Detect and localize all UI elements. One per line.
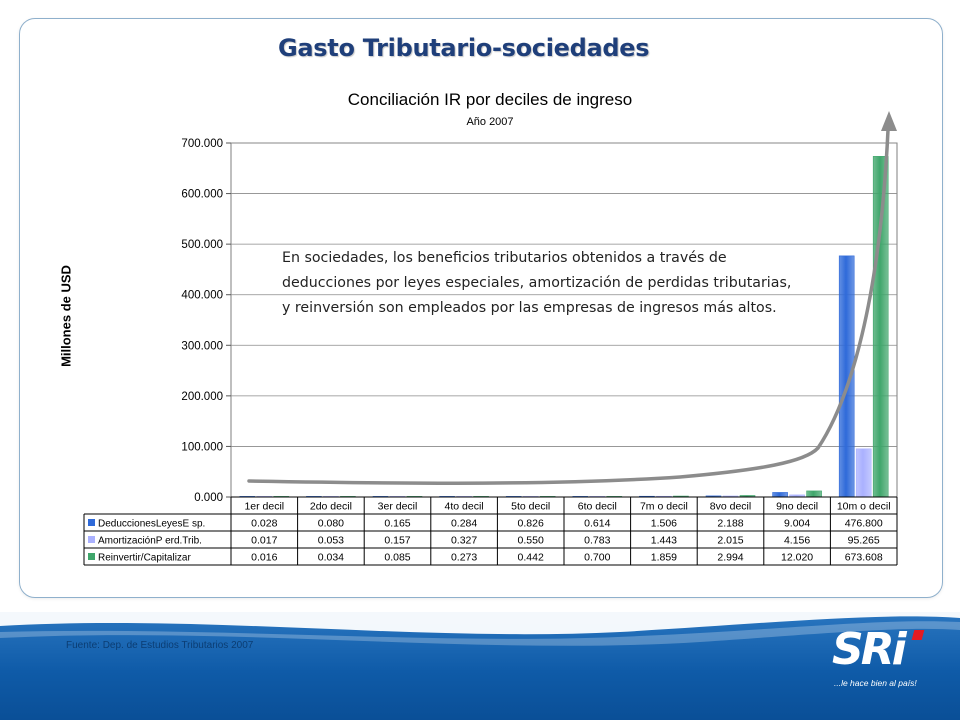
callout-text: En sociedades, los beneficios tributarios obtenidos a través de deducciones por leyes especiales, amortización de perdidas tributarias, y reinversión son empleados por las empresas de ingresos más altos. — [282, 250, 792, 316]
logo-accent-mark — [912, 630, 925, 640]
data-label: 0.085 — [384, 551, 411, 564]
category-label: 8vo decil — [709, 500, 752, 513]
y-tick-label: 0.000 — [194, 492, 223, 504]
data-label: 4.156 — [783, 534, 811, 547]
data-label: 0.157 — [384, 534, 411, 547]
data-label: 0.327 — [450, 534, 478, 547]
data-label: 0.028 — [251, 517, 278, 530]
data-label: 2.994 — [717, 551, 744, 564]
data-label: 1.506 — [650, 517, 678, 530]
trend-arrow-head — [881, 111, 897, 131]
bar-3-9 — [807, 491, 822, 497]
data-label: 0.053 — [317, 534, 345, 547]
slide-title: Gasto Tributario-sociedades — [278, 34, 650, 62]
data-label: 12.020 — [781, 551, 814, 564]
data-label: 2.188 — [717, 517, 744, 530]
legend-swatch-2 — [88, 536, 95, 543]
category-label: 2do decil — [309, 500, 352, 513]
legend-swatch-1 — [88, 519, 95, 526]
data-label: 1.859 — [650, 551, 678, 564]
legend-label-1: DeduccionesLeyesE sp. — [98, 518, 206, 530]
chart-title: Conciliación IR por deciles de ingreso — [347, 90, 633, 109]
y-axis-label: Millones de USD — [58, 265, 74, 367]
category-label: 3er decil — [377, 500, 418, 513]
logo-tagline: ...le hace bien al país! — [834, 678, 917, 688]
data-label: 9.004 — [783, 517, 811, 530]
category-label: 6to decil — [577, 500, 617, 513]
data-label: 0.016 — [251, 551, 278, 564]
data-label: 0.017 — [251, 534, 278, 547]
footer-wave — [0, 612, 960, 720]
sri-logo — [832, 622, 932, 702]
data-label: 1.443 — [650, 534, 678, 547]
data-label: 476.800 — [844, 517, 883, 530]
data-label: 95.265 — [847, 534, 880, 547]
data-label: 0.165 — [384, 517, 411, 530]
data-label: 0.783 — [584, 534, 611, 547]
data-label: 0.442 — [517, 551, 544, 564]
category-label: 1er decil — [244, 500, 285, 513]
bar-2-10 — [856, 449, 871, 497]
legend-swatch-3 — [88, 553, 95, 560]
data-label: 673.608 — [844, 551, 883, 564]
category-label: 4to decil — [444, 500, 484, 513]
legend-label-2: AmortizaciónP erd.Trib. — [98, 535, 202, 547]
bar-1-9 — [773, 492, 788, 497]
data-label: 0.080 — [317, 517, 345, 530]
data-label: 0.034 — [317, 551, 345, 564]
logo-text: SRi — [832, 624, 904, 675]
data-label: 0.614 — [584, 517, 611, 530]
chart-subtitle: Año 2007 — [466, 116, 514, 128]
data-label: 2.015 — [717, 534, 744, 547]
y-tick-label: 300.000 — [181, 340, 223, 353]
y-tick-label: 200.000 — [181, 390, 223, 403]
y-tick-label: 600.000 — [181, 188, 223, 201]
legend-label-3: Reinvertir/Capitalizar — [98, 552, 191, 564]
category-label: 5to decil — [511, 500, 551, 513]
category-label: 9no decil — [776, 500, 819, 513]
data-label: 0.700 — [584, 551, 611, 564]
data-label: 0.826 — [517, 517, 544, 530]
y-tick-label: 500.000 — [181, 239, 223, 252]
footer-band — [0, 612, 960, 720]
category-label: 7m o decil — [639, 500, 688, 513]
source-note: Fuente: Dep. de Estudios Tributarios 2007 — [66, 640, 254, 651]
category-label: 10m o decil — [836, 500, 891, 513]
data-label: 0.284 — [450, 517, 478, 530]
y-tick-label: 400.000 — [181, 289, 223, 302]
y-tick-label: 700.000 — [181, 138, 223, 150]
data-label: 0.273 — [450, 551, 478, 564]
data-label: 0.550 — [517, 534, 544, 547]
y-tick-label: 100.000 — [181, 441, 223, 454]
